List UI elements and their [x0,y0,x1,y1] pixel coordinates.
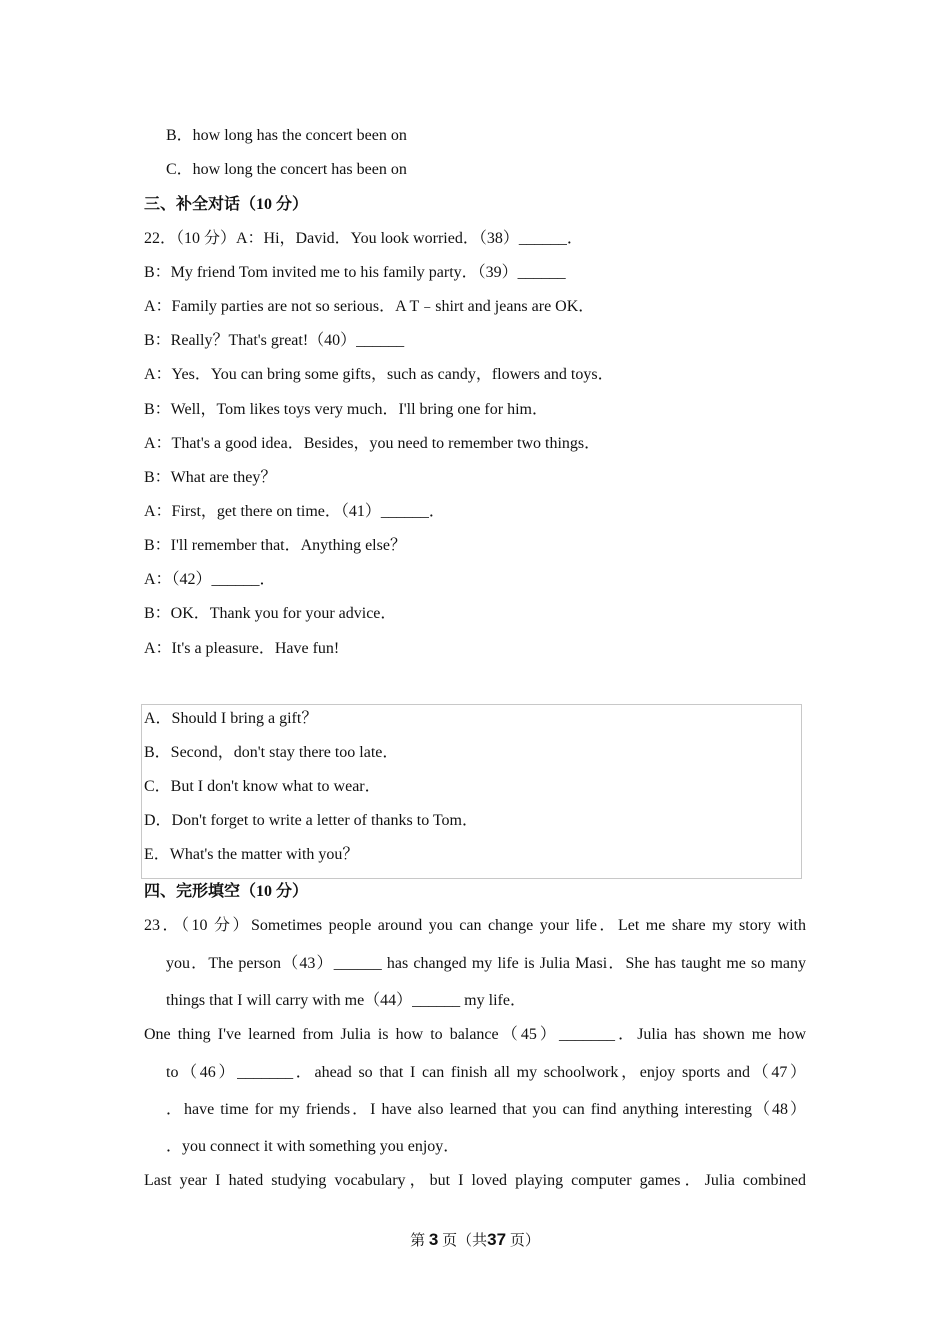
total-pages: 37 [487,1230,507,1249]
dialogue-line: A：Yes．You can bring some gifts，such as candy，flowers and toys． [144,366,614,383]
option-c: C．But I don't know what to wear． [144,778,381,795]
dialogue-line: B：Really？That's great!（40）______ [144,332,405,349]
passage-line: things that I will carry with me（44）______ my life． [166,992,526,1009]
passage-line: you．The person（43）______ has changed my life is Julia Masi．She has taught me so many [166,955,806,972]
dialogue-line: A：First，get there on time．（41）______． [144,503,445,520]
question-22: 22．（10 分）A：Hi，David．You look worried．（38）______． [144,230,583,247]
option-a: A．Should I bring a gift？ [144,710,318,727]
dialogue-line: B：Well，Tom likes toys very much．I'll bring one for him． [144,401,548,418]
dialogue-line: B：I'll remember that．Anything else？ [144,537,406,554]
passage-line: One thing I've learned from Julia is how to balance（45）_______．Julia has shown me how [144,1026,806,1043]
dialogue-line: A：It's a pleasure．Have fun! [144,640,340,657]
option-b: B．Second，don't stay there too late． [144,744,399,761]
section-4-heading: 四、完形填空（10 分） [144,883,309,900]
dialogue-line: A：That's a good idea．Besides，you need to remember two things． [144,435,601,452]
dialogue-line: A：Family parties are not so serious．A T﹣shirt and jeans are OK． [144,298,595,315]
passage-line: 23．（10 分）Sometimes people around you can change your life．Let me share my story with [144,917,806,934]
footer-middle: 页（共 [442,1233,488,1249]
dialogue-line: A：（42）______． [144,571,276,588]
option-d: D．Don't forget to write a letter of thanks to Tom． [144,812,479,829]
prev-option-c: C．how long the concert has been on [166,161,407,178]
passage-line: ．have time for my friends．I have also learned that you can find anything interesting（48） [166,1101,806,1118]
section-3-heading: 三、补全对话（10 分） [144,196,309,213]
dialogue-line: B：OK．Thank you for your advice． [144,605,397,622]
dialogue-line: B：What are they？ [144,469,277,486]
option-e: E．What's the matter with you？ [144,846,359,863]
dialogue-line: B：My friend Tom invited me to his family party．（39）______ [144,264,566,281]
page-footer [0,1229,950,1250]
prev-option-b: B．how long has the concert been on [166,127,407,144]
footer-prefix: 第 [410,1233,426,1249]
passage-line: ．you connect it with something you enjoy． [166,1138,460,1155]
page-number: 3 [428,1230,439,1249]
passage-line: to（46）_______．ahead so that I can finish all my schoolwork，enjoy sports and（47） [166,1064,806,1081]
passage-line: Last year I hated studying vocabulary，but I loved playing computer games．Julia combined [144,1172,806,1189]
footer-suffix: 页） [509,1233,540,1249]
